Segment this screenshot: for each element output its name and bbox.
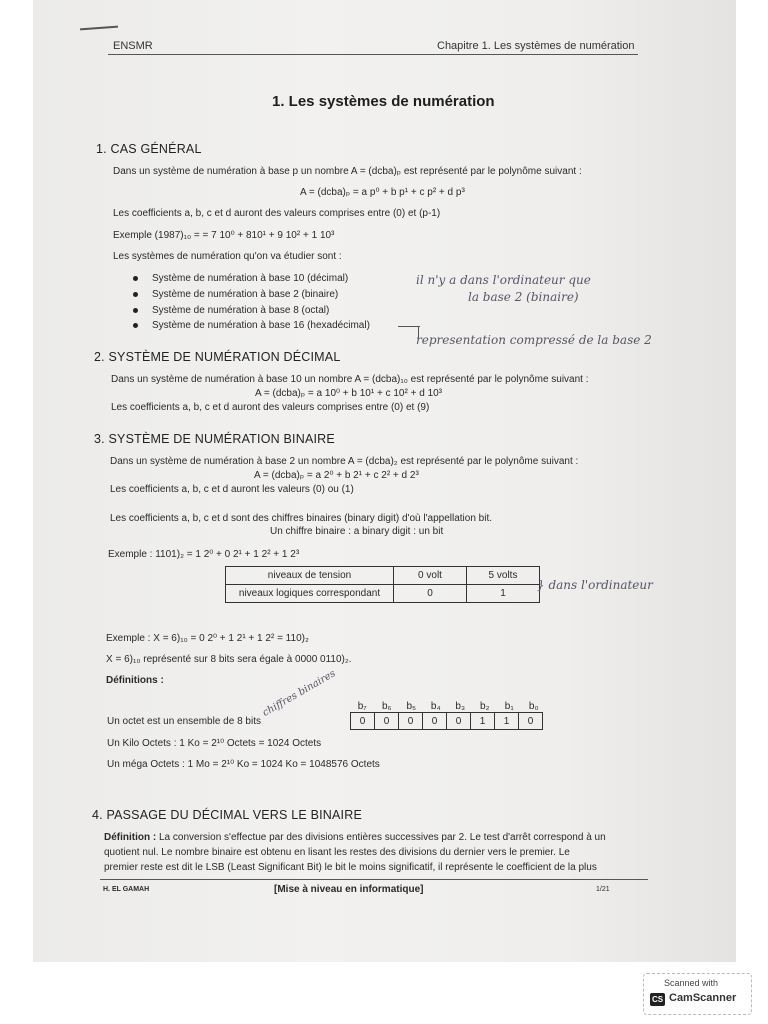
footer-center: [Mise à niveau en informatique] (274, 884, 424, 895)
handwritten-arrow (398, 326, 420, 327)
s1-paragraph-1: Dans un système de numération à base p un nombre A = (dcba)ₚ est représenté par le polynôme suivant : (113, 166, 582, 177)
table-cell-1: 1 (467, 585, 540, 603)
s3-example-1: Exemple : 1101)₂ = 1 2⁰ + 0 2¹ + 1 2² + 1 2³ (108, 549, 300, 560)
bit-label: b₁ (504, 701, 514, 712)
table-header-2: 0 volt (394, 567, 467, 585)
s4-line-2: quotient nul. Le nombre binaire est obtenu en lisant les restes des divisions du dernier vers le premier. Le (104, 847, 570, 858)
bit-cell: 0 (447, 713, 471, 730)
s1-bullet-2: Système de numération à base 2 (binaire) (133, 289, 338, 300)
table-header-3: 5 volts (467, 567, 540, 585)
definitions-label: Définitions : (106, 675, 164, 686)
section-2-heading: 2. SYSTÈME DE NUMÉRATION DÉCIMAL (94, 350, 341, 364)
section-1-heading: 1. CAS GÉNÉRAL (96, 142, 202, 156)
s2-paragraph-2: Les coefficients a, b, c et d auront des valeurs comprises entre (0) et (9) (111, 402, 430, 413)
s3-paragraph-2: Les coefficients a, b, c et d auront les valeurs (0) ou (1) (110, 484, 354, 495)
s3-paragraph-1: Dans un système de numération à base 2 un nombre A = (dcba)₂ est représenté par le polynôme suivant : (110, 456, 579, 467)
s1-formula: A = (dcba)ₚ = a p⁰ + b p¹ + c p² + d p³ (300, 187, 465, 198)
s1-paragraph-3: Les systèmes de numération qu'on va étudier sont : (113, 251, 342, 262)
s3-paragraph-3: Les coefficients a, b, c et d sont des chiffres binaires (binary digit) d'où l'appellation bit. (110, 513, 492, 524)
octet-definition: Un octet est un ensemble de 8 bits (107, 716, 261, 727)
bit-label: b₅ (406, 701, 417, 712)
kilo-definition: Un Kilo Octets : 1 Ko = 2¹⁰ Octets = 1024 Octets (107, 738, 322, 749)
handwritten-bits-note: chiffres binaires (260, 668, 338, 719)
bit-label: b₂ (480, 701, 490, 712)
s3-example-3: X = 6)₁₀ représenté sur 8 bits sera égale à 0000 0110)₂. (106, 654, 352, 665)
handwritten-table-note: } dans l'ordinateur (537, 578, 653, 592)
s1-bullet-3: Système de numération à base 8 (octal) (133, 305, 329, 316)
badge-line-2: CamScanner (669, 992, 737, 1004)
definition-label: Définition : (104, 832, 157, 843)
header-rule (108, 54, 638, 55)
bit-cell: 0 (399, 713, 423, 730)
voltage-table (225, 566, 540, 603)
s3-formula: A = (dcba)ₚ = a 2⁰ + b 2¹ + c 2² + d 2³ (254, 470, 419, 481)
s3-paragraph-4: Un chiffre binaire : a binary digit : un bit (270, 526, 444, 537)
bit-label: b₆ (381, 701, 392, 712)
table-cell-0: 0 (394, 585, 467, 603)
footer-rule (100, 879, 648, 880)
table-cell-label: niveaux logiques correspondant (226, 585, 394, 603)
bit-cell: 0 (423, 713, 447, 730)
s2-paragraph-1: Dans un système de numération à base 10 un nombre A = (dcba)₁₀ est représenté par le polynôme suivant : (111, 374, 589, 385)
camscanner-badge (643, 973, 752, 1015)
bit-cell: 1 (471, 713, 495, 730)
header-left: ENSMR (113, 40, 153, 52)
header-right: Chapitre 1. Les systèmes de numération (437, 40, 635, 52)
bit-table (350, 712, 543, 730)
s1-example: Exemple (1987)₁₀ = = 7 10⁰ + 810¹ + 9 10² + 1 10³ (113, 230, 335, 241)
s4-line-1 (104, 832, 606, 843)
bit-label: b₇ (357, 701, 367, 712)
section-3-heading: 3. SYSTÈME DE NUMÉRATION BINAIRE (94, 432, 335, 446)
s2-formula: A = (dcba)ₚ = a 10⁰ + b 10¹ + c 10² + d 10³ (255, 388, 443, 399)
bit-label: b₄ (430, 701, 441, 712)
camscanner-logo-icon: CS (651, 995, 664, 1004)
handwritten-note-3: representation compressé de la base 2 (416, 333, 652, 347)
table-header-1: niveaux de tension (226, 567, 394, 585)
section-4-heading: 4. PASSAGE DU DÉCIMAL VERS LE BINAIRE (92, 808, 362, 822)
handwritten-note-2: la base 2 (binaire) (468, 290, 579, 304)
bit-label: b₀ (528, 701, 539, 712)
handwritten-note-1: il n'y a dans l'ordinateur que (416, 273, 591, 287)
s1-paragraph-2: Les coefficients a, b, c et d auront des valeurs comprises entre (0) et (p-1) (113, 208, 441, 219)
bit-cell: 0 (351, 713, 375, 730)
mega-definition: Un méga Octets : 1 Mo = 2¹⁰ Ko = 1024 Ko = 1048576 Octets (107, 759, 380, 770)
bit-cell: 1 (495, 713, 519, 730)
bit-cell: 0 (519, 713, 543, 730)
s1-bullet-4: Système de numération à base 16 (hexadécimal) (133, 320, 370, 331)
s1-bullet-1: Système de numération à base 10 (décimal) (133, 273, 348, 284)
badge-line-1: Scanned with (664, 978, 719, 988)
footer-author: H. EL GAMAH (103, 886, 150, 893)
bit-label: b₃ (455, 701, 466, 712)
footer-page: 1/21 (596, 886, 610, 893)
page-title: 1. Les systèmes de numération (272, 93, 495, 110)
s3-example-2: Exemple : X = 6)₁₀ = 0 2⁰ + 1 2¹ + 1 2² = 110)₂ (106, 633, 309, 644)
s4-line-1-text: La conversion s'effectue par des divisions entières successives par 2. Le test d'arrêt correspond à un (156, 832, 606, 843)
bit-cell: 0 (375, 713, 399, 730)
s4-line-3: premier reste est dit le LSB (Least Significant Bit) le bit le moins significatif, il représente le coefficient de la plus (104, 862, 597, 873)
